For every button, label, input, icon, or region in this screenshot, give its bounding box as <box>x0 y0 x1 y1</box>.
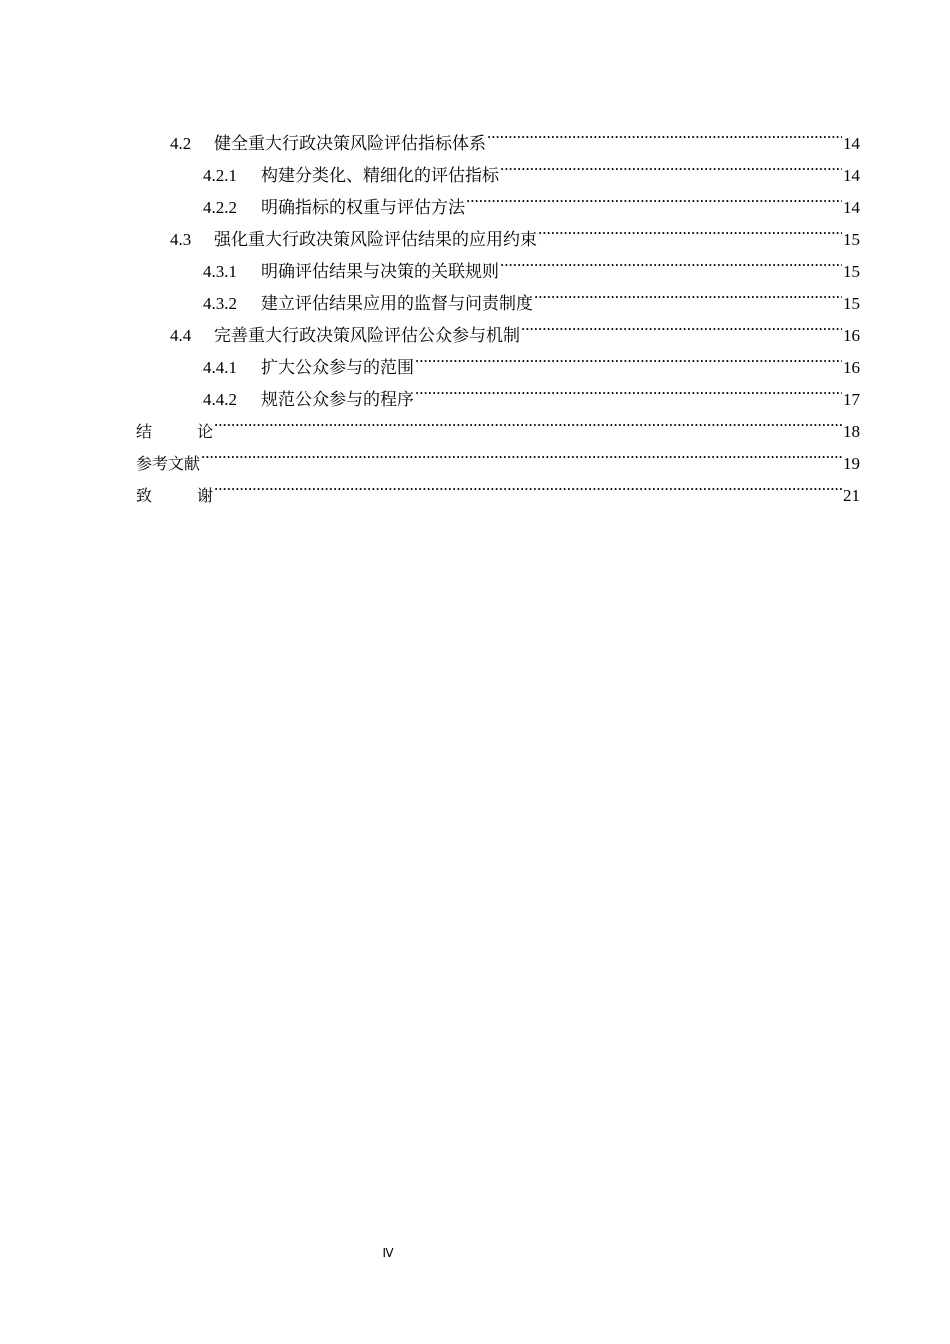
toc-entry-title: 健全重大行政决策风险评估指标体系 <box>214 134 486 153</box>
toc-dot-leader <box>466 181 842 213</box>
toc-dot-leader <box>538 213 842 245</box>
toc-dot-leader <box>214 469 842 501</box>
toc-dot-leader <box>415 373 842 405</box>
toc-entry-page: 16 <box>843 326 860 345</box>
toc-entry-4-2[interactable] <box>136 117 860 153</box>
toc-entry-title: 构建分类化、精细化的评估指标 <box>261 166 499 185</box>
toc-entry-page: 14 <box>843 166 860 185</box>
toc-entry-acknowledgements[interactable] <box>136 469 860 505</box>
toc-entry-number: 4.3 <box>170 230 192 249</box>
toc-dot-leader <box>500 245 842 277</box>
toc-entry-title: 扩大公众参与的范围 <box>261 358 414 377</box>
toc-entry-page: 15 <box>843 262 860 281</box>
toc-dot-leader <box>487 117 842 149</box>
table-of-contents <box>136 117 860 505</box>
page-number-footer: Ⅳ <box>382 1246 394 1260</box>
toc-dot-leader <box>415 341 842 373</box>
toc-dot-leader <box>214 405 842 437</box>
toc-entry-title <box>136 480 213 512</box>
toc-entry-title: 规范公众参与的程序 <box>261 390 414 409</box>
toc-dot-leader <box>521 309 842 341</box>
toc-entry-title: 完善重大行政决策风险评估公众参与机制 <box>214 326 520 345</box>
toc-entry-number: 4.2.1 <box>203 166 237 185</box>
toc-entry-number: 4.2 <box>170 134 192 153</box>
toc-title-char: 结 <box>136 422 153 441</box>
toc-entry-number: 4.4.1 <box>203 358 237 377</box>
toc-dot-leader <box>534 277 842 309</box>
toc-entry-page: 15 <box>843 294 860 313</box>
toc-entry-number: 4.4.2 <box>203 390 237 409</box>
toc-entry-number: 4.2.2 <box>203 198 237 217</box>
toc-entry-title: 明确评估结果与决策的关联规则 <box>261 262 499 281</box>
toc-title-char: 论 <box>196 422 213 441</box>
toc-entry-page: 14 <box>843 198 860 217</box>
toc-entry-title: 参考文献 <box>136 454 201 473</box>
toc-entry-conclusion[interactable] <box>136 405 860 441</box>
toc-dot-leader <box>201 437 842 469</box>
toc-title-char: 谢 <box>196 486 213 505</box>
toc-entry-page: 19 <box>843 454 860 473</box>
toc-entry-page: 17 <box>843 390 860 409</box>
toc-entry-number: 4.3.1 <box>203 262 237 281</box>
toc-entry-references[interactable] <box>136 437 860 473</box>
toc-entry-number: 4.3.2 <box>203 294 237 313</box>
toc-entry-page: 15 <box>843 230 860 249</box>
toc-entry-title: 建立评估结果应用的监督与问责制度 <box>261 294 533 313</box>
toc-entry-page: 14 <box>843 134 860 153</box>
toc-entry-page: 16 <box>843 358 860 377</box>
toc-entry-page: 18 <box>843 422 860 441</box>
toc-entry-title: 明确指标的权重与评估方法 <box>261 198 465 217</box>
toc-entry-number: 4.4 <box>170 326 192 345</box>
toc-entry-title: 强化重大行政决策风险评估结果的应用约束 <box>214 230 537 249</box>
toc-title-char: 致 <box>136 486 153 505</box>
toc-dot-leader <box>500 149 842 181</box>
toc-entry-page: 21 <box>843 486 860 505</box>
